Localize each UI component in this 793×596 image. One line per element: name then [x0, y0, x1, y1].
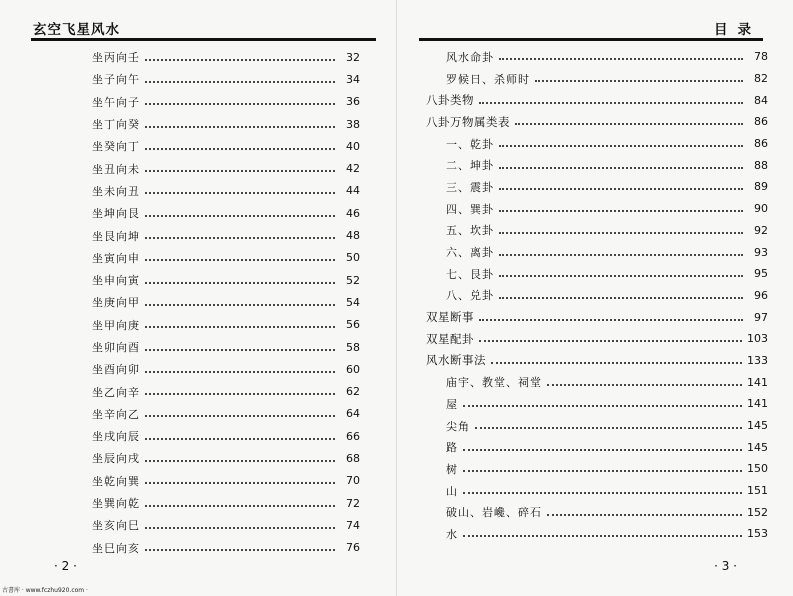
toc-entry-page: 93	[754, 245, 768, 259]
toc-entry	[72, 514, 360, 536]
dot-leader	[463, 448, 742, 451]
toc-entry-page: 151	[747, 484, 768, 498]
toc-entry-title: 四、巽卦	[446, 202, 494, 216]
toc-entry-title: 坐丙向壬	[92, 51, 140, 65]
dot-leader	[145, 147, 335, 150]
toc-entry-page: 54	[346, 295, 360, 309]
toc-entry	[72, 492, 360, 514]
dot-leader	[499, 57, 743, 60]
running-head: 目录	[714, 22, 761, 38]
toc-entry-page: 32	[346, 50, 360, 64]
toc-entry-title: 一、乾卦	[446, 137, 494, 151]
toc-entry	[426, 154, 768, 176]
toc-entry-title: 尖角	[446, 419, 470, 433]
toc-entry	[426, 68, 768, 90]
toc-entry-page: 103	[747, 332, 768, 346]
toc-entry-title: 坐乙向辛	[92, 385, 140, 399]
toc-entry	[72, 537, 360, 559]
dot-leader	[547, 383, 742, 386]
toc-entry-title: 坐庚向甲	[92, 296, 140, 310]
dot-leader	[145, 459, 335, 462]
toc-entry-title: 风水断事法	[426, 353, 486, 368]
toc-entry	[72, 91, 360, 113]
toc-entry-page: 95	[754, 267, 768, 281]
header-rule	[31, 38, 376, 41]
toc-entry	[72, 314, 360, 336]
dot-leader	[499, 144, 743, 147]
toc-entry	[426, 306, 768, 328]
toc-entry-title: 破山、岩巉、碎石	[446, 506, 542, 520]
toc-entry-title: 二、坤卦	[446, 159, 494, 173]
dot-leader	[145, 102, 335, 105]
toc-entry	[72, 202, 360, 224]
toc-entry-page: 152	[747, 505, 768, 519]
toc-entry	[72, 403, 360, 425]
dot-leader	[145, 392, 335, 395]
toc-entry-page: 66	[346, 429, 360, 443]
toc-entry-title: 三、震卦	[446, 180, 494, 194]
dot-leader	[145, 437, 335, 440]
toc-entry	[426, 46, 768, 68]
dot-leader	[547, 513, 742, 516]
toc-entry-page: 64	[346, 407, 360, 421]
toc-entry-page: 72	[346, 496, 360, 510]
toc-entry-title: 坐丁向癸	[92, 118, 140, 132]
toc-entry	[72, 46, 360, 68]
dot-leader	[479, 339, 742, 342]
toc-entry-page: 88	[754, 158, 768, 172]
toc-entry-page: 92	[754, 223, 768, 237]
toc-entry-page: 97	[754, 310, 768, 324]
dot-leader	[145, 125, 335, 128]
toc-entry	[426, 415, 768, 437]
dot-leader	[145, 58, 335, 61]
toc-entry-page: 46	[346, 206, 360, 220]
dot-leader	[145, 504, 335, 507]
toc-entry-title: 坐甲向庚	[92, 318, 140, 332]
toc-entry	[72, 180, 360, 202]
toc-entry-title: 罗候日、杀师时	[446, 72, 530, 86]
toc-entry-page: 42	[346, 162, 360, 176]
toc-entry-page: 150	[747, 462, 768, 476]
toc-entry	[426, 89, 768, 111]
left-page	[0, 0, 396, 596]
toc-entry	[72, 247, 360, 269]
toc-entry-title: 坐巳向亥	[92, 541, 140, 555]
dot-leader	[145, 258, 335, 261]
toc-entry-page: 90	[754, 202, 768, 216]
toc-entry	[426, 501, 768, 523]
toc-entry	[426, 198, 768, 220]
toc-entry	[72, 380, 360, 402]
toc-list	[426, 46, 768, 545]
dot-leader	[145, 548, 335, 551]
toc-entry-title: 坐乾向巽	[92, 474, 140, 488]
toc-entry-title: 坐午向子	[92, 95, 140, 109]
toc-entry-title: 六、离卦	[446, 246, 494, 260]
toc-entry	[426, 176, 768, 198]
dot-leader	[145, 481, 335, 484]
page-number: · 3 ·	[714, 559, 737, 573]
toc-entry-page: 86	[754, 137, 768, 151]
toc-entry	[426, 111, 768, 133]
toc-entry-title: 庙宇、教堂、祠堂	[446, 376, 542, 390]
toc-entry-title: 风水命卦	[446, 50, 494, 64]
dot-leader	[499, 166, 743, 169]
dot-leader	[535, 79, 743, 82]
toc-entry-page: 86	[754, 115, 768, 129]
toc-entry	[72, 336, 360, 358]
toc-entry-title: 屋	[446, 397, 458, 411]
dot-leader	[463, 469, 742, 472]
toc-entry	[72, 135, 360, 157]
toc-entry-page: 145	[747, 440, 768, 454]
dot-leader	[499, 187, 743, 190]
toc-entry	[426, 241, 768, 263]
toc-entry	[72, 425, 360, 447]
dot-leader	[145, 370, 335, 373]
toc-entry-page: 141	[747, 375, 768, 389]
dot-leader	[499, 253, 743, 256]
toc-entry-title: 坐申向寅	[92, 274, 140, 288]
dot-leader	[463, 534, 742, 537]
toc-entry-page: 74	[346, 518, 360, 532]
toc-entry-title: 坐辛向乙	[92, 407, 140, 421]
toc-entry-page: 36	[346, 95, 360, 109]
toc-entry-page: 58	[346, 340, 360, 354]
dot-leader	[479, 318, 743, 321]
toc-entry-page: 60	[346, 362, 360, 376]
toc-entry-title: 坐寅向申	[92, 251, 140, 265]
toc-entry-page: 62	[346, 385, 360, 399]
toc-entry	[72, 358, 360, 380]
toc-entry-page: 44	[346, 184, 360, 198]
toc-entry-title: 树	[446, 462, 458, 476]
toc-entry	[72, 269, 360, 291]
toc-entry	[72, 157, 360, 179]
toc-entry-title: 坐卯向酉	[92, 341, 140, 354]
toc-entry-title: 水	[446, 527, 458, 541]
toc-entry-page: 52	[346, 273, 360, 287]
dot-leader	[145, 325, 335, 328]
toc-entry	[426, 220, 768, 242]
toc-entry-page: 89	[754, 180, 768, 194]
toc-entry-title: 双星配卦	[426, 331, 474, 346]
toc-entry	[426, 458, 768, 480]
toc-entry	[426, 285, 768, 307]
dot-leader	[499, 274, 743, 277]
dot-leader	[463, 491, 742, 494]
toc-entry	[72, 224, 360, 246]
toc-entry-page: 38	[346, 117, 360, 131]
page-number: · 2 ·	[54, 559, 77, 573]
toc-entry	[72, 447, 360, 469]
dot-leader	[145, 169, 335, 172]
toc-entry-page: 141	[747, 397, 768, 411]
dot-leader	[479, 101, 743, 104]
toc-entry	[426, 350, 768, 372]
toc-entry-title: 坐酉向卯	[92, 363, 140, 377]
toc-entry	[72, 113, 360, 135]
toc-entry	[426, 393, 768, 415]
toc-entry-page: 76	[346, 541, 360, 555]
toc-entry	[426, 133, 768, 155]
toc-entry-title: 坐未向丑	[92, 184, 140, 198]
toc-entry-title: 坐癸向丁	[92, 140, 140, 154]
toc-entry-page: 48	[346, 229, 360, 243]
toc-entry-title: 坐亥向巳	[92, 519, 140, 533]
dot-leader	[499, 209, 743, 212]
right-page	[397, 0, 793, 596]
toc-entry-title: 坐子向午	[92, 73, 140, 87]
dot-leader	[475, 426, 742, 429]
toc-entry-page: 133	[747, 353, 768, 367]
toc-entry	[426, 328, 768, 350]
toc-entry-title: 路	[446, 441, 458, 455]
dot-leader	[145, 303, 335, 306]
toc-entry-title: 八卦万物属类表	[426, 114, 510, 129]
dot-leader	[145, 236, 335, 239]
toc-entry-page: 145	[747, 419, 768, 433]
toc-entry-title: 八卦类物	[426, 93, 474, 108]
toc-entry-title: 坐戌向辰	[92, 430, 140, 444]
toc-entry-page: 84	[754, 93, 768, 107]
header-rule	[419, 38, 763, 41]
toc-entry-page: 78	[754, 50, 768, 64]
toc-entry-page: 56	[346, 318, 360, 332]
toc-entry-page: 82	[754, 72, 768, 86]
toc-entry-page: 68	[346, 451, 360, 465]
toc-entry	[426, 436, 768, 458]
toc-entry-title: 坐丑向未	[92, 162, 140, 176]
toc-entry-title: 坐巽向乾	[92, 497, 140, 511]
dot-leader	[499, 296, 743, 299]
toc-entry-title: 坐坤向艮	[92, 207, 140, 221]
dot-leader	[145, 281, 335, 284]
toc-entry	[72, 68, 360, 90]
toc-entry	[72, 291, 360, 313]
dot-leader	[515, 122, 743, 125]
toc-entry	[426, 480, 768, 502]
dot-leader	[463, 404, 742, 407]
dot-leader	[145, 526, 335, 529]
toc-entry-page: 153	[747, 527, 768, 541]
toc-entry-page: 50	[346, 251, 360, 265]
dot-leader	[145, 80, 335, 83]
dot-leader	[491, 361, 742, 364]
site-watermark: 古書库 · www.fczhu920.com ·	[2, 587, 88, 594]
toc-entry-title: 坐艮向坤	[92, 229, 140, 243]
toc-entry-title: 双星断事	[426, 310, 474, 325]
toc-entry-title: 八、兑卦	[446, 289, 494, 303]
toc-entry	[426, 371, 768, 393]
dot-leader	[145, 414, 335, 417]
toc-entry-page: 96	[754, 288, 768, 302]
toc-entry	[72, 470, 360, 492]
toc-list	[72, 46, 360, 559]
toc-entry	[426, 523, 768, 545]
dot-leader	[145, 191, 335, 194]
dot-leader	[145, 348, 335, 351]
toc-entry	[426, 263, 768, 285]
toc-entry-page: 40	[346, 139, 360, 153]
running-head: 玄空飞星风水	[33, 22, 120, 38]
dot-leader	[145, 214, 335, 217]
dot-leader	[499, 231, 743, 234]
toc-entry-page: 34	[346, 72, 360, 86]
toc-entry-title: 坐辰向戌	[92, 452, 140, 466]
toc-entry-page: 70	[346, 474, 360, 488]
toc-entry-title: 五、坎卦	[446, 224, 494, 238]
toc-entry-title: 七、艮卦	[446, 267, 494, 281]
toc-entry-title: 山	[446, 484, 458, 498]
